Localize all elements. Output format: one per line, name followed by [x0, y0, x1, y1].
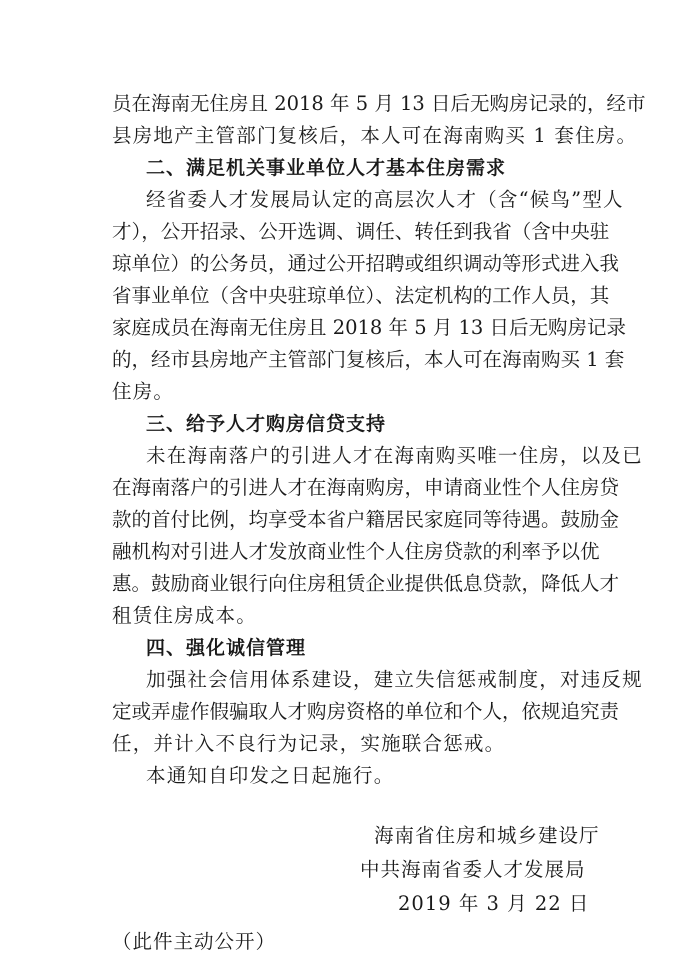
body-line: 融机构对引进人才发放商业性个人住房贷款的利率予以优 [112, 540, 600, 563]
body-line: 省事业单位（含中央驻琼单位）、法定机构的工作人员，其 [112, 284, 610, 307]
body-line: 租赁住房成本。 [112, 604, 257, 627]
body-line: 未在海南落户的引进人才在海南购买唯一住房，以及已 [146, 444, 643, 467]
body-line: 县房地产主管部门复核后，本人可在海南购买 1 套住房。 [112, 124, 638, 147]
body-line: 家庭成员在海南无住房且 2018 年 5 月 13 日后无购房记录 [112, 316, 627, 339]
body-line: 的，经市县房地产主管部门复核后，本人可在海南购买 1 套 [112, 348, 625, 371]
signature-org-1: 海南省住房和城乡建设厅 [374, 824, 600, 847]
publication-note: （此件主动公开） [112, 930, 277, 953]
body-line: 住房。 [112, 380, 175, 403]
body-line: 定或弄虚作假骗取人才购房资格的单位和个人，依规追究责 [112, 700, 620, 723]
body-line: 加强社会信用体系建设，建立失信惩戒制度，对违反规 [146, 668, 643, 691]
body-line: 才），公开招录、公开选调、调任、转任到我省（含中央驻 [112, 220, 610, 243]
body-line: 本通知自印发之日起施行。 [146, 764, 395, 787]
body-line: 任，并计入不良行为记录，实施联合惩戒。 [112, 732, 506, 755]
section-heading-2: 二、满足机关事业单位人才基本住房需求 [146, 157, 507, 179]
section-heading-4: 四、强化诚信管理 [146, 637, 307, 659]
body-line: 琼单位）的公务员，通过公开招聘或组织调动等形式进入我 [112, 252, 620, 275]
body-line: 惠。鼓励商业银行向住房租赁企业提供低息贷款，降低人才 [112, 572, 620, 595]
body-line: 在海南落户的引进人才在海南购房，申请商业性个人住房贷 [112, 476, 620, 499]
signature-date: 2019 年 3 月 22 日 [398, 892, 590, 915]
body-line: 经省委人才发展局认定的高层次人才（含“候鸟”型人 [146, 188, 624, 211]
body-line: 员在海南无住房且 2018 年 5 月 13 日后无购房记录的，经市 [112, 92, 646, 115]
section-heading-3: 三、给予人才购房信贷支持 [146, 413, 387, 435]
signature-org-2: 中共海南省委人才发展局 [360, 858, 586, 881]
body-line: 款的首付比例，均享受本省户籍居民家庭同等待遇。鼓励金 [112, 508, 620, 531]
